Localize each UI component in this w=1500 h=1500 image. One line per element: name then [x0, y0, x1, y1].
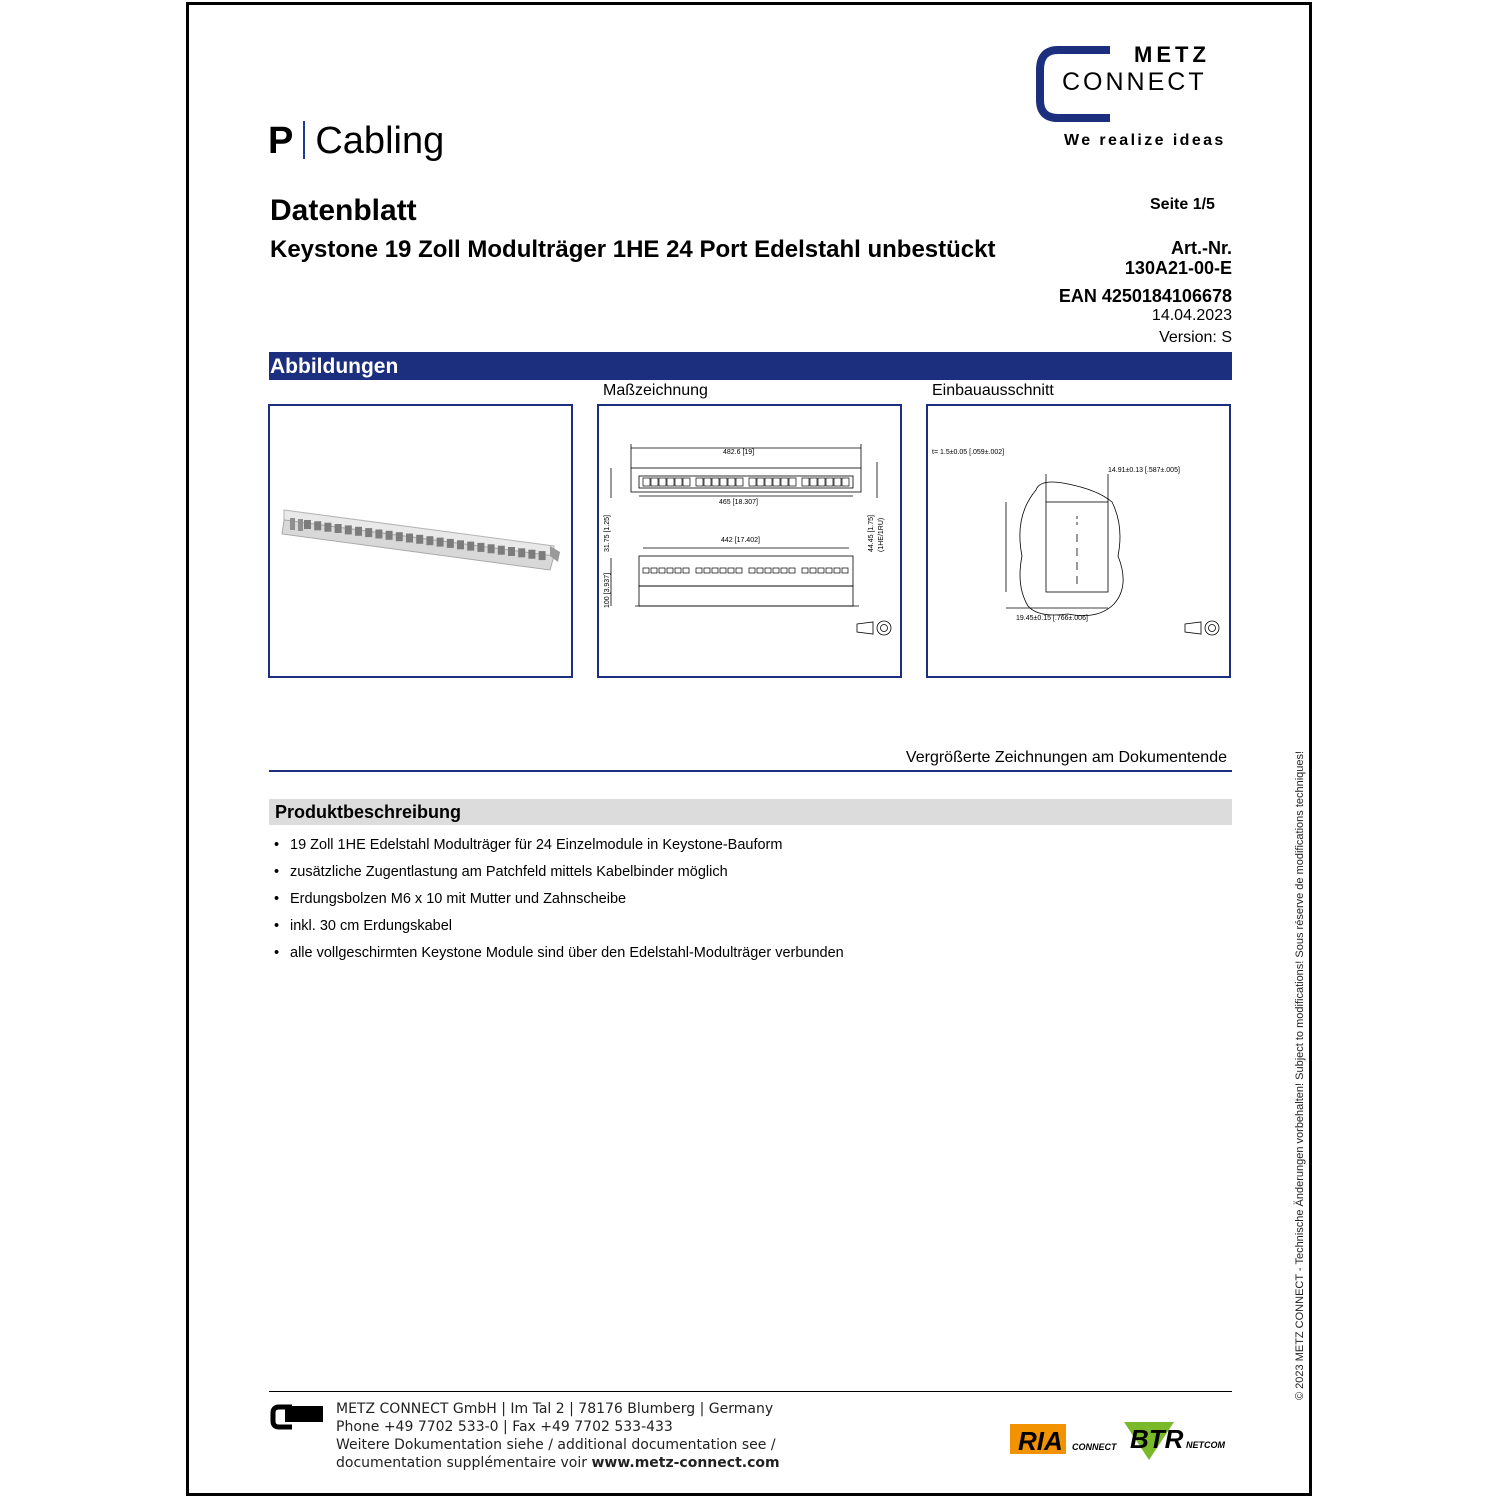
- footer-website-link[interactable]: www.metz-connect.com: [591, 1455, 780, 1471]
- footer-divider: [269, 1391, 1232, 1392]
- art-nr-value: 130A21-00-E: [1124, 258, 1232, 278]
- port-outline: [765, 568, 771, 573]
- cutout-width-top: 14.91±0.13 [.587±.005]: [1108, 467, 1180, 474]
- panel-slot: [508, 547, 515, 556]
- cutout-width-bottom: 19.45±0.15 [.766±.006]: [1016, 615, 1088, 622]
- bullet: •: [274, 891, 280, 907]
- port-outline: [720, 478, 727, 486]
- footer-address: [336, 1400, 780, 1472]
- ria-sub-text: CONNECT: [1072, 1442, 1117, 1452]
- drawings-note: Vergrößerte Zeichnungen am Dokumentende: [905, 749, 1227, 766]
- pcabling-word: Cabling: [315, 120, 445, 162]
- port-outline: [749, 568, 755, 573]
- panel-slot: [518, 548, 525, 557]
- port-outline: [643, 478, 650, 486]
- port-outline: [696, 478, 703, 486]
- dim-depth: 100 [3.937]: [604, 572, 611, 608]
- panel-slot: [375, 530, 382, 539]
- port-outline: [704, 478, 711, 486]
- port-outline: [728, 568, 734, 573]
- port-outline: [667, 568, 673, 573]
- description-list: [274, 836, 844, 971]
- port-outline: [781, 478, 788, 486]
- port-outline: [736, 568, 742, 573]
- port-outline: [659, 568, 665, 573]
- port-outline: [736, 478, 743, 486]
- bullet: •: [274, 918, 280, 934]
- footer-line4: documentation supplémentaire voir www.metz-connect.com: [336, 1455, 780, 1471]
- brand-line2: CONNECT: [1062, 68, 1207, 96]
- copyright-side-note: © 2023 METZ CONNECT - Technische Änderungen vorbehalten! Subject to modifications! Sous réserve de modifications techniques!: [1294, 750, 1306, 1400]
- bullet: •: [274, 864, 280, 880]
- panel-slot: [386, 531, 393, 540]
- panel-slot: [314, 521, 321, 530]
- ria-main-text: RIA: [1018, 1426, 1063, 1456]
- pcabling-p: P: [268, 120, 294, 162]
- document-type: Datenblatt: [270, 194, 417, 227]
- port-outline: [834, 478, 841, 486]
- bullet: •: [274, 945, 280, 961]
- document-date: 14.04.2023: [1151, 307, 1232, 324]
- panel-slot: [437, 538, 444, 547]
- port-outline: [765, 478, 772, 486]
- port-outline: [659, 478, 666, 486]
- port-outline: [704, 568, 710, 573]
- port-outline: [651, 478, 658, 486]
- panel-slot: [539, 551, 546, 560]
- panel-slot: [365, 528, 372, 537]
- port-outline: [773, 478, 780, 486]
- ria-connect-logo: [1010, 1422, 1122, 1456]
- panel-slot: [335, 524, 342, 533]
- panel-slot: [406, 534, 413, 543]
- panel-slot: [304, 520, 311, 529]
- port-outline: [667, 478, 674, 486]
- port-outline: [818, 568, 824, 573]
- port-outline: [675, 478, 682, 486]
- panel-slot: [426, 536, 433, 545]
- btr-netcom-logo: [1124, 1420, 1232, 1464]
- product-photo: [270, 406, 571, 676]
- port-outline: [643, 568, 649, 573]
- footer-line1: METZ CONNECT GmbH | Im Tal 2 | 78176 Blumberg | Germany: [336, 1401, 774, 1417]
- dim-height-left: 31.75 [1.25]: [604, 515, 611, 552]
- page-number: Seite 1/5: [1150, 196, 1215, 213]
- port-outline: [802, 568, 808, 573]
- pcabling-divider: [303, 121, 305, 159]
- panel-slot: [498, 546, 505, 555]
- panel-slot: [324, 523, 331, 532]
- product-title: Keystone 19 Zoll Modulträger 1HE 24 Port Edelstahl unbestückt: [270, 236, 996, 263]
- port-outline: [712, 478, 719, 486]
- dim-width-mid: 465 [18.307]: [719, 499, 758, 506]
- port-outline: [683, 568, 689, 573]
- port-outline: [789, 568, 795, 573]
- panel-slot: [345, 525, 352, 534]
- port-outline: [749, 478, 756, 486]
- panel-slot: [488, 544, 495, 553]
- port-outline: [826, 568, 832, 573]
- pcabling-logo: [268, 118, 444, 164]
- ean: EAN 4250184106678: [1058, 286, 1232, 306]
- panel-slot: [355, 527, 362, 536]
- port-outline: [842, 478, 849, 486]
- panel-slot: [447, 539, 454, 548]
- cutout-drawing: [928, 406, 1229, 676]
- port-outline: [802, 478, 809, 486]
- tagline: We realize ideas: [1064, 132, 1226, 149]
- port-outline: [842, 568, 848, 573]
- port-outline: [818, 478, 825, 486]
- list-item: • Erdungsbolzen M6 x 10 mit Mutter und Zahnscheibe: [274, 891, 627, 907]
- port-outline: [683, 478, 690, 486]
- cutout-drawing-frame: [926, 404, 1231, 678]
- footer-line2: Phone +49 7702 533-0 | Fax +49 7702 533-433: [336, 1419, 673, 1435]
- port-outline: [781, 568, 787, 573]
- list-item: • zusätzliche Zugentlastung am Patchfeld mittels Kabelbinder möglich: [274, 864, 728, 880]
- dim-height-right-unit: (1HE/1RU): [878, 517, 885, 552]
- port-outline: [773, 568, 779, 573]
- brand-line1: METZ: [1134, 42, 1210, 67]
- port-outline: [675, 568, 681, 573]
- list-item: • 19 Zoll 1HE Edelstahl Modulträger für 24 Einzelmodule in Keystone-Bauform: [274, 837, 783, 853]
- port-outline: [728, 478, 735, 486]
- dim-width-inner: 442 [17.402]: [721, 537, 760, 544]
- dim-width-total: 482.6 [19]: [723, 449, 755, 456]
- port-outline: [720, 568, 726, 573]
- panel-slot: [416, 535, 423, 544]
- port-outline: [834, 568, 840, 573]
- btr-sub-text: NETCOM: [1186, 1440, 1225, 1450]
- port-outline: [712, 568, 718, 573]
- port-outline: [757, 478, 764, 486]
- product-photo-frame: [268, 404, 573, 678]
- metz-connect-small-logo-icon: [270, 1404, 324, 1430]
- footer-line3: Weitere Dokumentation siehe / additional documentation see /: [336, 1437, 776, 1453]
- label-cutout: Einbauausschnitt: [932, 382, 1054, 399]
- panel-slot: [396, 532, 403, 541]
- list-item: • inkl. 30 cm Erdungskabel: [274, 918, 452, 934]
- list-item: • alle vollgeschirmten Keystone Module sind über den Edelstahl-Modulträger verbunden: [274, 945, 844, 961]
- port-outline: [757, 568, 763, 573]
- label-dimension-drawing: Maßzeichnung: [603, 382, 708, 399]
- panel-slot: [457, 540, 464, 549]
- port-outline: [810, 478, 817, 486]
- art-nr-label: Art.-Nr.: [1170, 238, 1232, 258]
- panel-slot: [528, 550, 535, 559]
- btr-main-text: BTR: [1130, 1424, 1184, 1454]
- dimension-drawing: [599, 406, 900, 676]
- port-outline: [696, 568, 702, 573]
- document-version: Version: S: [1159, 329, 1232, 346]
- port-outline: [810, 568, 816, 573]
- dim-height-right: 44.45 [1.75]: [868, 515, 875, 552]
- section-header-description: Produktbeschreibung: [269, 799, 1232, 825]
- panel-slot: [477, 543, 484, 552]
- port-outline: [651, 568, 657, 573]
- port-outline: [789, 478, 796, 486]
- section-divider: [269, 770, 1232, 772]
- cutout-thickness: t= 1.5±0.05 [.059±.002]: [932, 449, 1005, 456]
- dimension-drawing-frame: [597, 404, 902, 678]
- bullet: •: [274, 837, 280, 853]
- section-header-figures: Abbildungen: [269, 352, 1232, 380]
- port-outline: [826, 478, 833, 486]
- panel-slot: [467, 542, 474, 551]
